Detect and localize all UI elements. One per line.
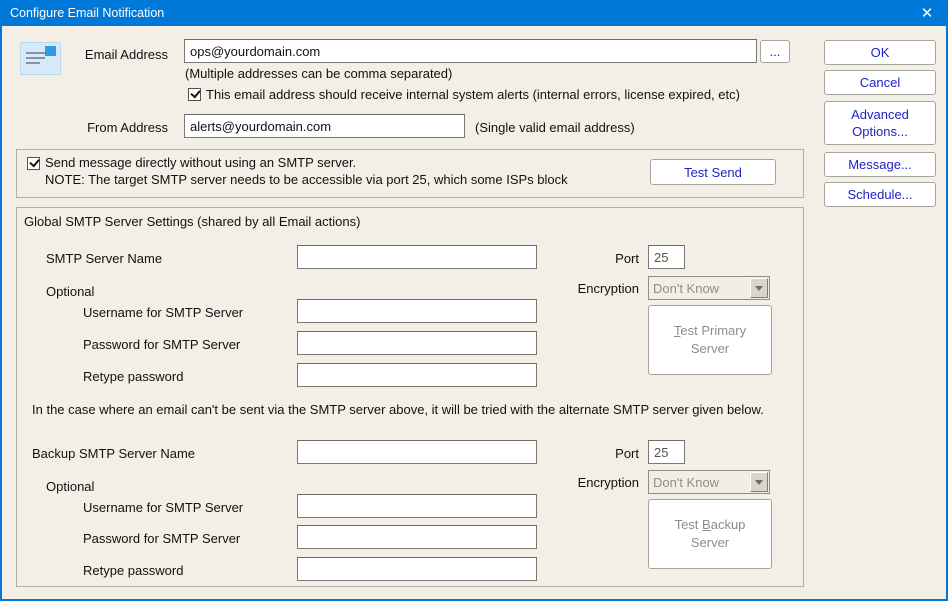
test-send-button[interactable]: Test Send xyxy=(650,159,776,185)
chevron-down-icon[interactable] xyxy=(750,472,768,492)
test-primary-server-button[interactable]: Test Primary Server xyxy=(648,305,772,375)
message-button[interactable]: Message... xyxy=(824,152,936,177)
direct-send-checkbox[interactable] xyxy=(27,157,40,170)
primary-retype-input[interactable] xyxy=(297,363,537,387)
backup-server-label: Backup SMTP Server Name xyxy=(32,446,196,461)
internal-alerts-checkbox[interactable] xyxy=(188,88,201,101)
test-backup-server-button[interactable]: Test Backup Server xyxy=(648,499,772,569)
from-address-label: From Address xyxy=(87,120,168,135)
internal-alerts-checkbox-label: This email address should receive internal system alerts (internal errors, license expired, etc) xyxy=(206,87,740,102)
backup-username-input[interactable] xyxy=(297,494,537,518)
backup-retype-label: Retype password xyxy=(83,563,184,578)
fallback-note: In the case where an email can't be sent via the SMTP server above, it will be tried with the alternate SMTP server given below. xyxy=(32,402,764,417)
close-icon[interactable]: ✕ xyxy=(920,5,934,22)
primary-encryption-label: Encryption xyxy=(577,281,639,296)
advanced-options-button[interactable]: Advanced Options... xyxy=(824,101,936,145)
cancel-button[interactable]: Cancel xyxy=(824,70,936,95)
backup-password-label: Password for SMTP Server xyxy=(83,531,241,546)
direct-send-note: NOTE: The target SMTP server needs to be accessible via port 25, which some ISPs block xyxy=(45,172,568,187)
backup-port-label: Port xyxy=(615,446,639,461)
primary-server-label: SMTP Server Name xyxy=(46,251,163,266)
from-address-input[interactable] xyxy=(184,114,465,138)
backup-username-label: Username for SMTP Server xyxy=(83,500,244,515)
schedule-button[interactable]: Schedule... xyxy=(824,182,936,207)
direct-send-label: Send message directly without using an SMTP server. xyxy=(45,155,357,170)
backup-port-input[interactable] xyxy=(648,440,685,464)
primary-password-input[interactable] xyxy=(297,331,537,355)
backup-password-input[interactable] xyxy=(297,525,537,549)
smtp-group-title: Global SMTP Server Settings (shared by all Email actions) xyxy=(24,214,361,229)
primary-server-input[interactable] xyxy=(297,245,537,269)
email-hint: (Multiple addresses can be comma separated) xyxy=(185,66,453,81)
primary-encryption-select[interactable] xyxy=(648,276,770,300)
window-title: Configure Email Notification xyxy=(10,6,165,20)
primary-password-label: Password for SMTP Server xyxy=(83,337,241,352)
email-address-label: Email Address xyxy=(84,47,168,62)
primary-port-input[interactable] xyxy=(648,245,685,269)
browse-addresses-button[interactable]: ... xyxy=(760,40,790,63)
primary-port-label: Port xyxy=(615,251,639,266)
primary-encryption-value: Don't Know xyxy=(653,280,720,296)
primary-optional-label: Optional xyxy=(46,284,95,299)
backup-encryption-label: Encryption xyxy=(577,475,639,490)
primary-retype-label: Retype password xyxy=(83,369,184,384)
from-address-hint: (Single valid email address) xyxy=(475,120,635,135)
titlebar xyxy=(0,0,948,26)
chevron-down-icon[interactable] xyxy=(750,278,768,298)
primary-username-input[interactable] xyxy=(297,299,537,323)
primary-username-label: Username for SMTP Server xyxy=(83,305,244,320)
backup-retype-input[interactable] xyxy=(297,557,537,581)
email-address-input[interactable] xyxy=(184,39,757,63)
backup-encryption-select[interactable] xyxy=(648,470,770,494)
ok-button[interactable]: OK xyxy=(824,40,936,65)
backup-encryption-value: Don't Know xyxy=(653,474,720,490)
backup-server-input[interactable] xyxy=(297,440,537,464)
backup-optional-label: Optional xyxy=(46,479,95,494)
